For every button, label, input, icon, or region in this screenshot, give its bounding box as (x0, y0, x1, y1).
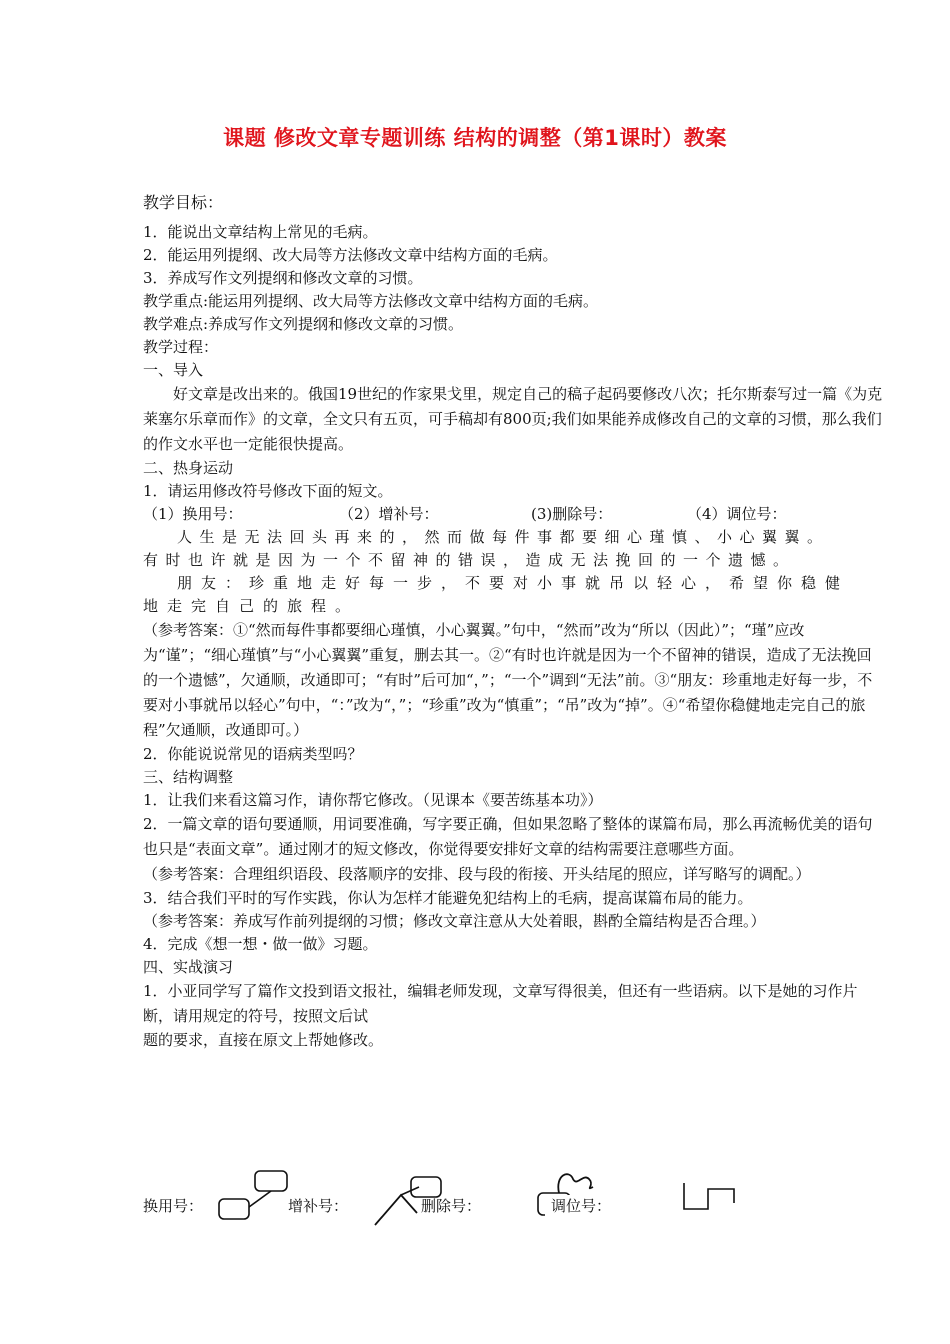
practice-item-1: 1．小亚同学写了篇作文投到语文报社，编辑老师发现，文章写得很美，但还有一些语病。以下是她的习作片断，请用规定的符号，按照文后试 (143, 982, 858, 1025)
structure-item-2: 2．一篇文章的语句要通顺，用词要准确，写字要正确，但如果忽略了整体的谋篇布局，那么再流畅优美的语句也只是“表面文章”。通过刚才的短文修改，你觉得要安排好文章的结构需要注意哪些方面。 (143, 815, 873, 858)
reorder-mark-icon (678, 1179, 748, 1219)
warmup-item-2: 2．你能说说常见的语病类型吗？ (143, 745, 363, 763)
structure-item-4: 4．完成《想一想・做一做》习题。 (143, 935, 378, 953)
section-heading-practice: 四、实战演习 (143, 958, 234, 976)
symbol-reorder: （4）调位号： (687, 505, 787, 523)
goal-item: 1．能说出文章结构上常见的毛病。 (143, 223, 378, 241)
symbol-insert: （2）增补号： (339, 505, 439, 523)
key-point: 教学重点:能运用列提纲、改大局等方法修改文章中结构方面的毛病。 (143, 292, 599, 310)
answer-block-2: （参考答案：合理组织语段、段落顺序的安排、段与段的衔接、开头结尾的照应，详写略写的调配。） (143, 865, 811, 883)
passage-line: 地走完自己的旅程。 (143, 597, 360, 615)
goals-heading: 教学目标： (143, 193, 224, 212)
label-delete: 删除号： (421, 1197, 482, 1215)
answer-block-1: （参考答案：①“然而每件事都要细心瑾慎，小心翼翼。”句中，“然而”改为“所以（因此）”；“瑾”应改为“谨”；“细心瑾慎”与“小心翼翼”重复，删去其一。②“有时也许就是因为一个不留神的错误，造成了无法挽回的一个遗憾”，欠通顺，改通即可；“有时”后可加“，”；“一个”调到“无法”前。③“朋友：珍重地走好每一步，不要对小事就吊以轻心”句中，“：”改为“，”；“珍重”改为“慎重”；“吊”改为“掉”。④“希望你稳健地走完自己的旅程”欠通顺，改通即可。） (143, 621, 873, 739)
section-heading-warmup: 二、热身运动 (143, 459, 234, 477)
structure-item-1: 1．让我们来看这篇习作，请你帮它修改。（见课本《要苦练基本功》） (143, 791, 603, 809)
passage-line: 朋友：珍重地走好每一步，不要对小事就吊以轻心，希望你稳健 (177, 574, 850, 592)
symbol-delete: (3)删除号： (531, 505, 613, 523)
goal-item: 3．养成写作文列提纲和修改文章的习惯。 (143, 269, 423, 287)
structure-item-3: 3．结合我们平时的写作实践，你认为怎样才能避免犯结构上的毛病，提高谋篇布局的能力。 (143, 889, 753, 907)
goal-item: 2．能运用列提纲、改大局等方法修改文章中结构方面的毛病。 (143, 246, 558, 264)
section-heading-structure: 三、结构调整 (143, 768, 234, 786)
label-replace: 换用号： (143, 1197, 204, 1215)
label-insert: 增补号： (288, 1197, 349, 1215)
label-reorder: 调位号： (545, 1195, 611, 1216)
document-body (143, 190, 883, 1052)
passage-line: 人生是无法回头再来的，然而做每件事都要细心瑾慎、小心翼翼。 (177, 528, 830, 546)
process-heading: 教学过程： (143, 338, 219, 356)
practice-item-1-cont: 题的要求，直接在原文上帮她修改。 (143, 1031, 384, 1049)
difficulty: 教学难点:养成写作文列提纲和修改文章的习惯。 (143, 315, 464, 333)
document-title: 课题 修改文章专题训练 结构的调整（第1课时）教案 (223, 126, 727, 150)
answer-block-3: （参考答案：养成写作前列提纲的习惯；修改文章注意从大处着眼，斟酌全篇结构是否合理。） (143, 912, 766, 930)
section-heading-intro: 一、导入 (143, 361, 204, 379)
symbol-replace: （1）换用号： (143, 505, 243, 523)
intro-paragraph: 好文章是改出来的。俄国19世纪的作家果戈里，规定自己的稿子起码要修改八次；托尔斯泰写过一篇《为克莱塞尔乐章而作》的文章，全文只有五页，可手稿却有800页;我们如果能养成修改自己的文章的习惯，那么我们的作文水平也一定能很快提高。 (143, 385, 883, 453)
symbol-list (143, 503, 883, 526)
warmup-item-1: 1．请运用修改符号修改下面的短文。 (143, 482, 393, 500)
replace-mark-icon (213, 1167, 293, 1223)
passage-line: 有时也许就是因为一个不留神的错误，造成无法挽回的一个遗憾。 (143, 551, 796, 569)
revision-symbols-row (143, 1165, 883, 1235)
